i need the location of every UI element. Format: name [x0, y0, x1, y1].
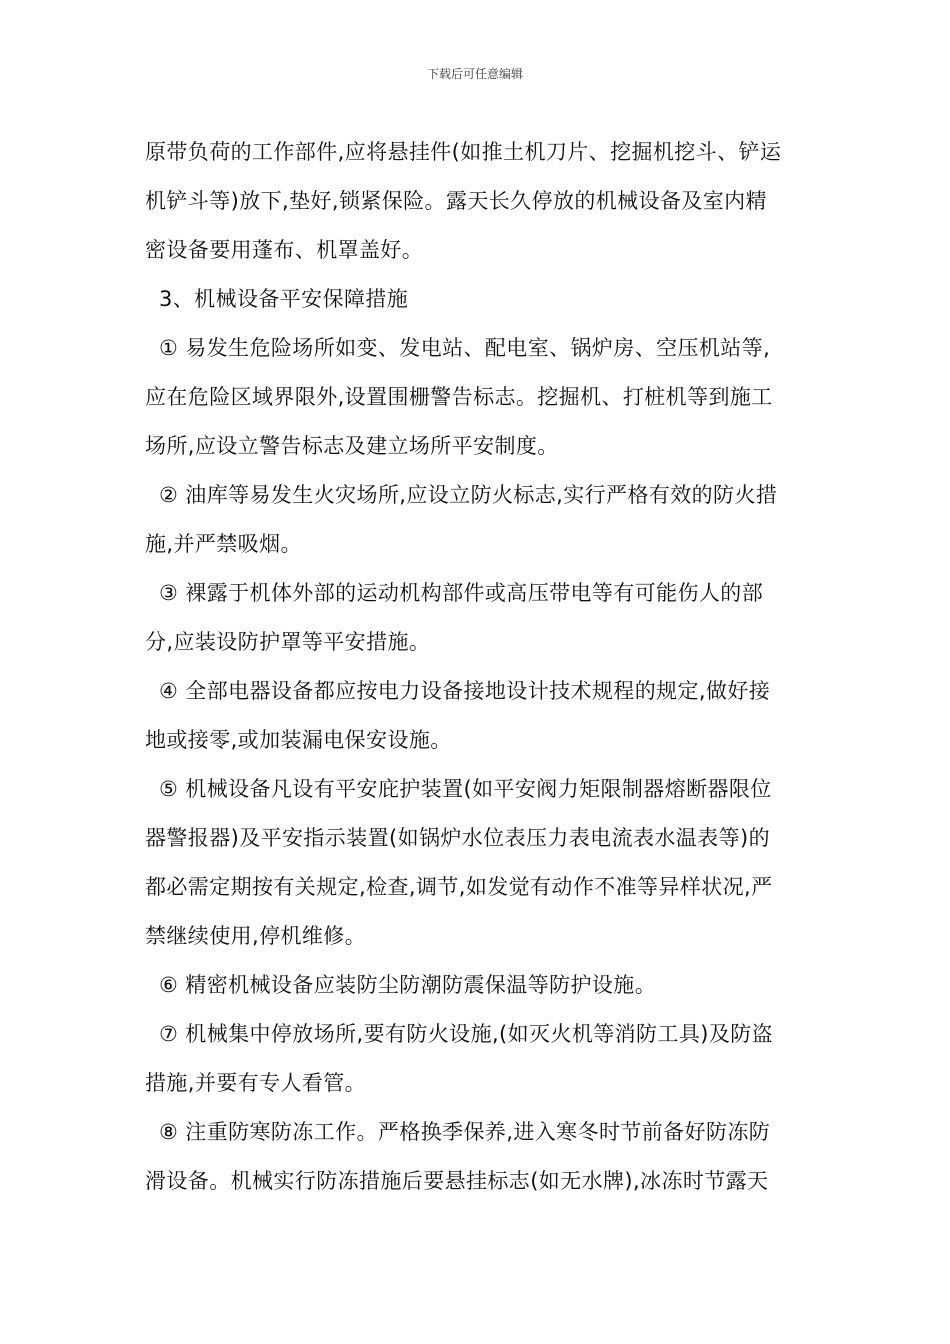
text-line: 施,并严禁吸烟。 [145, 532, 302, 556]
text-line: 密设备要用蓬布、机罩盖好。 [145, 238, 424, 262]
list-item-2: ② 油库等易发生火灾场所,应设立防火标志,实行严格有效的防火措 [159, 483, 778, 507]
text-line: 都必需定期按有关规定,检查,调节,如发觉有动作不准等异样状况,严 [145, 875, 773, 899]
text-line: 禁继续使用,停机维修。 [145, 924, 367, 948]
text-line: 器警报器)及平安指示装置(如锅炉水位表压力表电流表水温表等)的 [145, 826, 770, 850]
list-item-6: ⑥ 精密机械设备应装防尘防潮防震保温等防护设施。 [159, 973, 657, 997]
section-heading: 3、机械设备平安保障措施 [159, 287, 409, 311]
list-item-1: ① 易发生危险场所如变、发电站、配电室、锅炉房、空压机站等, [159, 336, 771, 360]
list-item-7: ⑦ 机械集中停放场所,要有防火设施,(如灭火机等消防工具)及防盗 [159, 1022, 774, 1046]
text-line: 原带负荷的工作部件,应将悬挂件(如推土机刀片、挖掘机挖斗、铲运 [145, 140, 782, 164]
page-header: 下载后可任意编辑 [426, 67, 523, 81]
text-line: 场所,应设立警告标志及建立场所平安制度。 [145, 434, 559, 458]
text-line: 滑设备。机械实行防冻措施后要悬挂标志(如无水牌),冰冻时节露天 [145, 1169, 769, 1193]
list-item-4: ④ 全部电器设备都应按电力设备接地设计技术规程的规定,做好接 [159, 679, 771, 703]
list-item-5: ⑤ 机械设备凡设有平安庇护装置(如平安阀力矩限制器熔断器限位 [159, 777, 772, 801]
text-line: 地或接零,或加装漏电保安设施。 [145, 728, 452, 752]
text-line: 措施,并要有专人看管。 [145, 1071, 367, 1095]
text-line: 应在危险区域界限外,设置围栅警告标志。挖掘机、打桩机等到施工 [145, 385, 773, 409]
list-item-3: ③ 裸露于机体外部的运动机构部件或高压带电等有可能伤人的部 [159, 581, 764, 605]
text-line: 分,应装设防护罩等平安措施。 [145, 630, 431, 654]
list-item-8: ⑧ 注重防寒防冻工作。严格换季保养,进入寒冬时节前备好防冻防 [159, 1120, 771, 1144]
document-body [145, 128, 810, 1206]
text-line: 机铲斗等)放下,垫好,锁紧保险。露天长久停放的机械设备及室内精 [145, 189, 767, 213]
